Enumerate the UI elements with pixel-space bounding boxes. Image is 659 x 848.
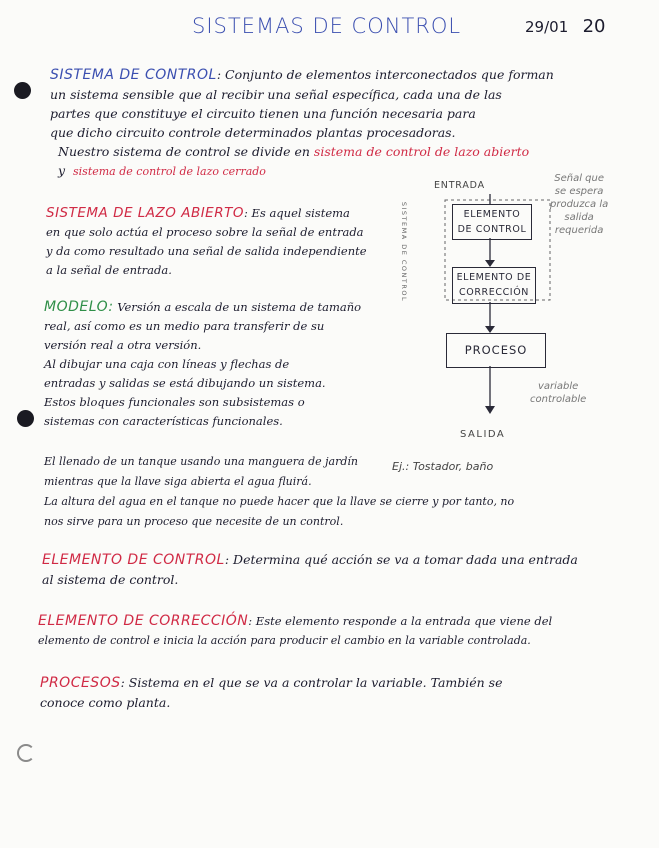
text-line: versión real a otra versión.	[44, 338, 202, 352]
red-term: sistema de control de lazo abierto	[313, 144, 530, 159]
red-term: sistema de control de lazo cerrado	[73, 165, 266, 178]
diagram-variable-note	[530, 380, 586, 406]
text-line: Estos bloques funcionales son subsistemas o	[44, 395, 305, 409]
text-line: partes que constituye el circuito tienen una función necesaria para	[50, 106, 476, 121]
note-line: variable	[537, 381, 579, 392]
box-label: CORRECCIÓN	[459, 287, 529, 298]
date-month: 01	[549, 18, 569, 36]
section-elemento-correccion	[38, 612, 552, 650]
text-line: a la señal de entrada.	[46, 263, 172, 277]
text-line: : Es aquel sistema	[243, 206, 350, 220]
diagram-entrada: ENTRADA	[434, 180, 485, 191]
section-elemento-control	[42, 550, 578, 589]
term-lazo-abierto: SISTEMA DE LAZO ABIERTO	[46, 205, 244, 221]
text-line: Nuestro sistema de control se divide en	[58, 144, 310, 159]
page-title: SISTEMAS DE CONTROL	[192, 14, 462, 38]
term-sistema-control: SISTEMA DE CONTROL	[50, 67, 217, 83]
text-line: y	[58, 163, 66, 178]
note-line: salida	[564, 212, 594, 223]
box-label: PROCESO	[464, 343, 528, 357]
binder-hole-icon	[17, 410, 34, 427]
diagram-senal-note	[550, 172, 608, 237]
term-elemento-control: ELEMENTO DE CONTROL	[42, 552, 225, 568]
text-line: : Conjunto de elementos interconectados que forman	[216, 67, 554, 82]
text-line: El llenado de un tanque usando una manguera de jardín	[44, 455, 358, 468]
box-elemento-control	[452, 204, 532, 240]
box-label: DE CONTROL	[457, 224, 527, 235]
note-line: se espera	[554, 186, 604, 197]
diagram-vertical-label: SISTEMA DE CONTROL	[400, 201, 409, 303]
section-sistema-control	[50, 65, 554, 181]
text-line: : Determina qué acción se va a tomar dada una entrada	[224, 552, 578, 567]
note-line: produzca la	[550, 199, 609, 210]
text-line: sistemas con características funcionales.	[44, 414, 283, 428]
date-day: 29	[525, 18, 545, 36]
text-line: mientras que la llave siga abierta el agua fluirá.	[44, 475, 312, 488]
box-label: ELEMENTO DE	[456, 272, 532, 283]
text-line: entradas y salidas se está dibujando un sistema.	[44, 376, 326, 390]
date-year: 20	[582, 16, 606, 37]
note-line: Señal que	[554, 173, 604, 184]
text-line: que dicho circuito controle determinados plantas procesadoras.	[50, 125, 456, 140]
section-modelo	[44, 298, 361, 431]
text-line: elemento de control e inicia la acción para producir el cambio en la variable controlada.	[38, 634, 531, 647]
note-line: requerida	[554, 225, 604, 236]
page-date: 29/01 20	[525, 16, 606, 37]
text-line: en que solo actúa el proceso sobre la señal de entrada	[46, 225, 364, 239]
term-elemento-correccion: ELEMENTO DE CORRECCIÓN	[38, 613, 249, 629]
example-note: Ej.: Tostador, baño	[392, 460, 494, 473]
text-line: conoce como planta.	[40, 695, 171, 710]
binder-hole-icon	[14, 82, 31, 99]
text-line: La altura del agua en el tanque no puede hacer que la llave se cierre y por tanto, no	[44, 495, 515, 508]
diagram-salida: SALIDA	[460, 429, 506, 440]
text-line: Al dibujar una caja con líneas y flechas de	[44, 357, 290, 371]
box-label: ELEMENTO	[463, 209, 521, 220]
binder-hole-icon	[17, 744, 35, 762]
text-line: al sistema de control.	[42, 572, 179, 587]
box-elemento-correccion	[452, 267, 536, 304]
block-diagram	[400, 170, 650, 450]
text-line: nos sirve para un proceso que necesite de un control.	[44, 515, 344, 528]
note-line: controlable	[530, 394, 587, 405]
section-lazo-abierto	[46, 204, 367, 280]
text-line: : Este elemento responde a la entrada que viene del	[248, 614, 553, 628]
text-line: un sistema sensible que al recibir una señal específica, cada una de las	[50, 87, 502, 102]
text-line: : Sistema en el que se va a controlar la variable. También se	[120, 675, 503, 690]
section-procesos	[40, 673, 503, 712]
text-line: y da como resultado una señal de salida independiente	[46, 244, 367, 258]
text-line: real, así como es un medio para transferir de su	[44, 319, 325, 333]
term-procesos: PROCESOS	[40, 675, 121, 691]
box-proceso	[446, 333, 546, 368]
text-line: Versión a escala de un sistema de tamaño	[117, 300, 362, 314]
term-modelo: MODELO:	[44, 299, 114, 315]
